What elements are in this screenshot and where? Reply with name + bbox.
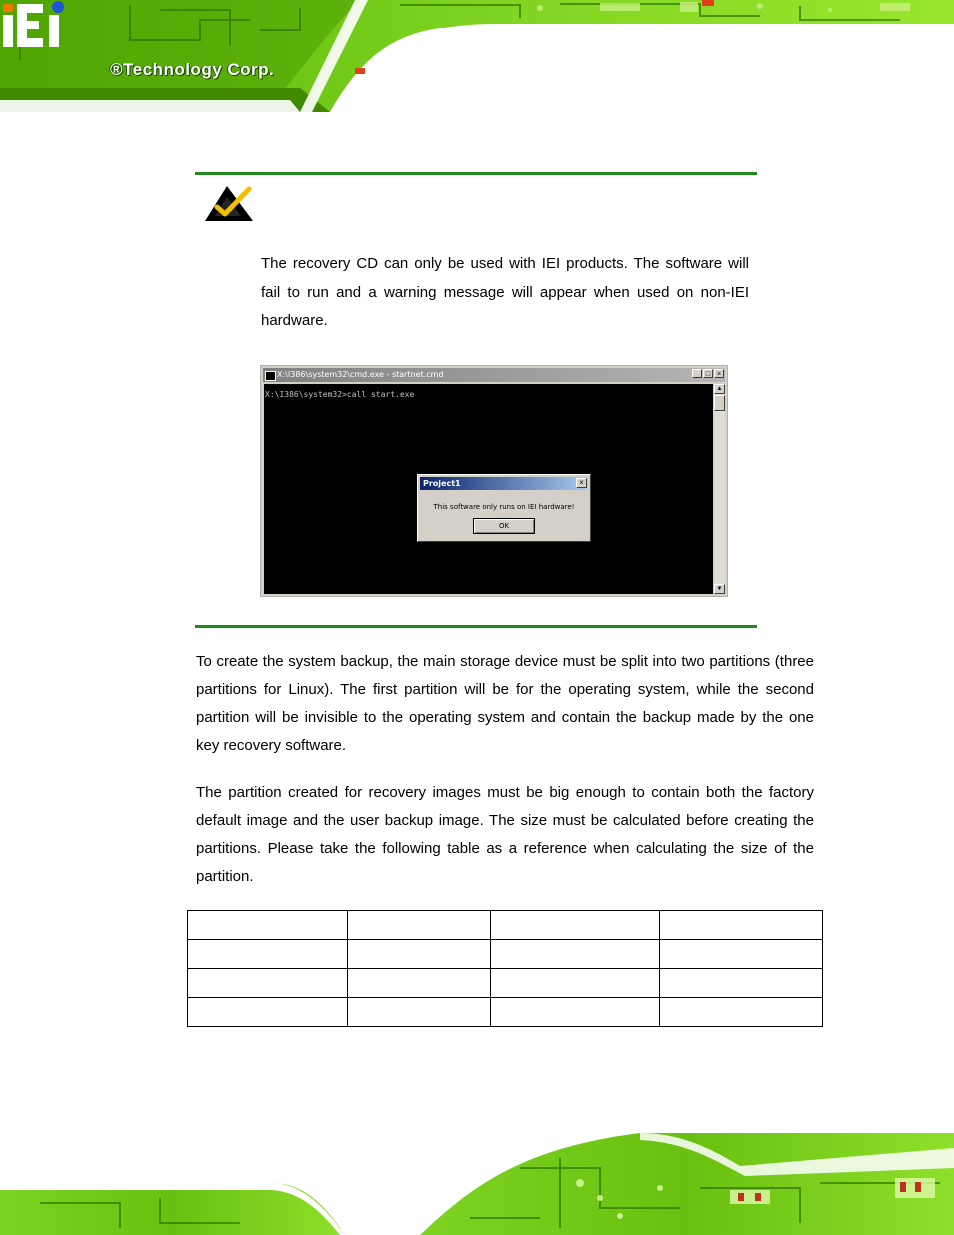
scroll-up-icon[interactable]: ▲ (714, 384, 725, 394)
table-cell (188, 969, 348, 998)
table-row (188, 940, 823, 969)
scroll-down-icon[interactable]: ▼ (714, 584, 725, 594)
note-checkmark-icon (203, 183, 255, 223)
window-buttons (692, 369, 724, 378)
circuit-board-footer-graphic (0, 1128, 954, 1235)
error-screenshot (260, 365, 728, 597)
cmd-window-title: X:\I386\system32\cmd.exe - startnet.cmd (277, 370, 444, 379)
cmd-window-titlebar (263, 368, 725, 382)
body-paragraph-1: To create the system backup, the main storage device must be split into two partitions (three partitions for Linux). The first partition will be for the operating system, while the second partition will be invisible to the operating system and contain the backup made by the one key recovery software. (196, 653, 814, 754)
note-bottom-rule (195, 625, 757, 628)
circuit-board-header-graphic (0, 0, 954, 112)
table-cell (347, 940, 490, 969)
console-scrollbar[interactable] (714, 384, 725, 594)
table-cell (660, 940, 823, 969)
table-cell (490, 940, 660, 969)
close-icon[interactable]: × (714, 369, 724, 378)
table-cell (188, 998, 348, 1027)
table-cell (347, 911, 490, 940)
scroll-thumb[interactable] (714, 395, 725, 411)
table-cell (660, 911, 823, 940)
page-footer (0, 1128, 954, 1235)
table-cell (660, 969, 823, 998)
table-row (188, 969, 823, 998)
maximize-icon[interactable]: □ (703, 369, 713, 378)
table-cell (490, 998, 660, 1027)
dialog-message: This software only runs on IEI hardware! (433, 503, 575, 511)
company-name: ®Technology Corp. (110, 60, 275, 79)
note-text: The recovery CD can only be used with IEI products. The software will fail to run and a warning message will appear when used on non-IEI hardware. (261, 255, 749, 329)
table-cell (347, 998, 490, 1027)
dialog-close-icon[interactable]: × (576, 478, 587, 488)
table-cell (188, 911, 348, 940)
table-row (188, 998, 823, 1027)
console-area (264, 384, 713, 594)
table-cell (660, 998, 823, 1027)
note-top-rule (195, 172, 757, 175)
iei-logo-icon (0, 0, 70, 50)
dialog-title: Project1 (420, 477, 588, 490)
table-cell (490, 911, 660, 940)
partition-size-table (187, 910, 823, 1027)
console-command-line: X:\I386\system32>call start.exe (265, 390, 415, 399)
table-cell (490, 969, 660, 998)
table-row (188, 911, 823, 940)
error-dialog (417, 474, 591, 542)
page-header (0, 0, 954, 112)
body-paragraph-2: The partition created for recovery images must be big enough to contain both the factory default image and the user backup image. The size must be calculated before creating the partitions. Please take the following table as a reference when calculating the size of the partition. (196, 784, 814, 885)
cmd-icon (265, 371, 276, 381)
dialog-ok-button[interactable]: OK (473, 518, 535, 534)
minimize-icon[interactable]: _ (692, 369, 702, 378)
table-cell (347, 969, 490, 998)
table-cell (188, 940, 348, 969)
